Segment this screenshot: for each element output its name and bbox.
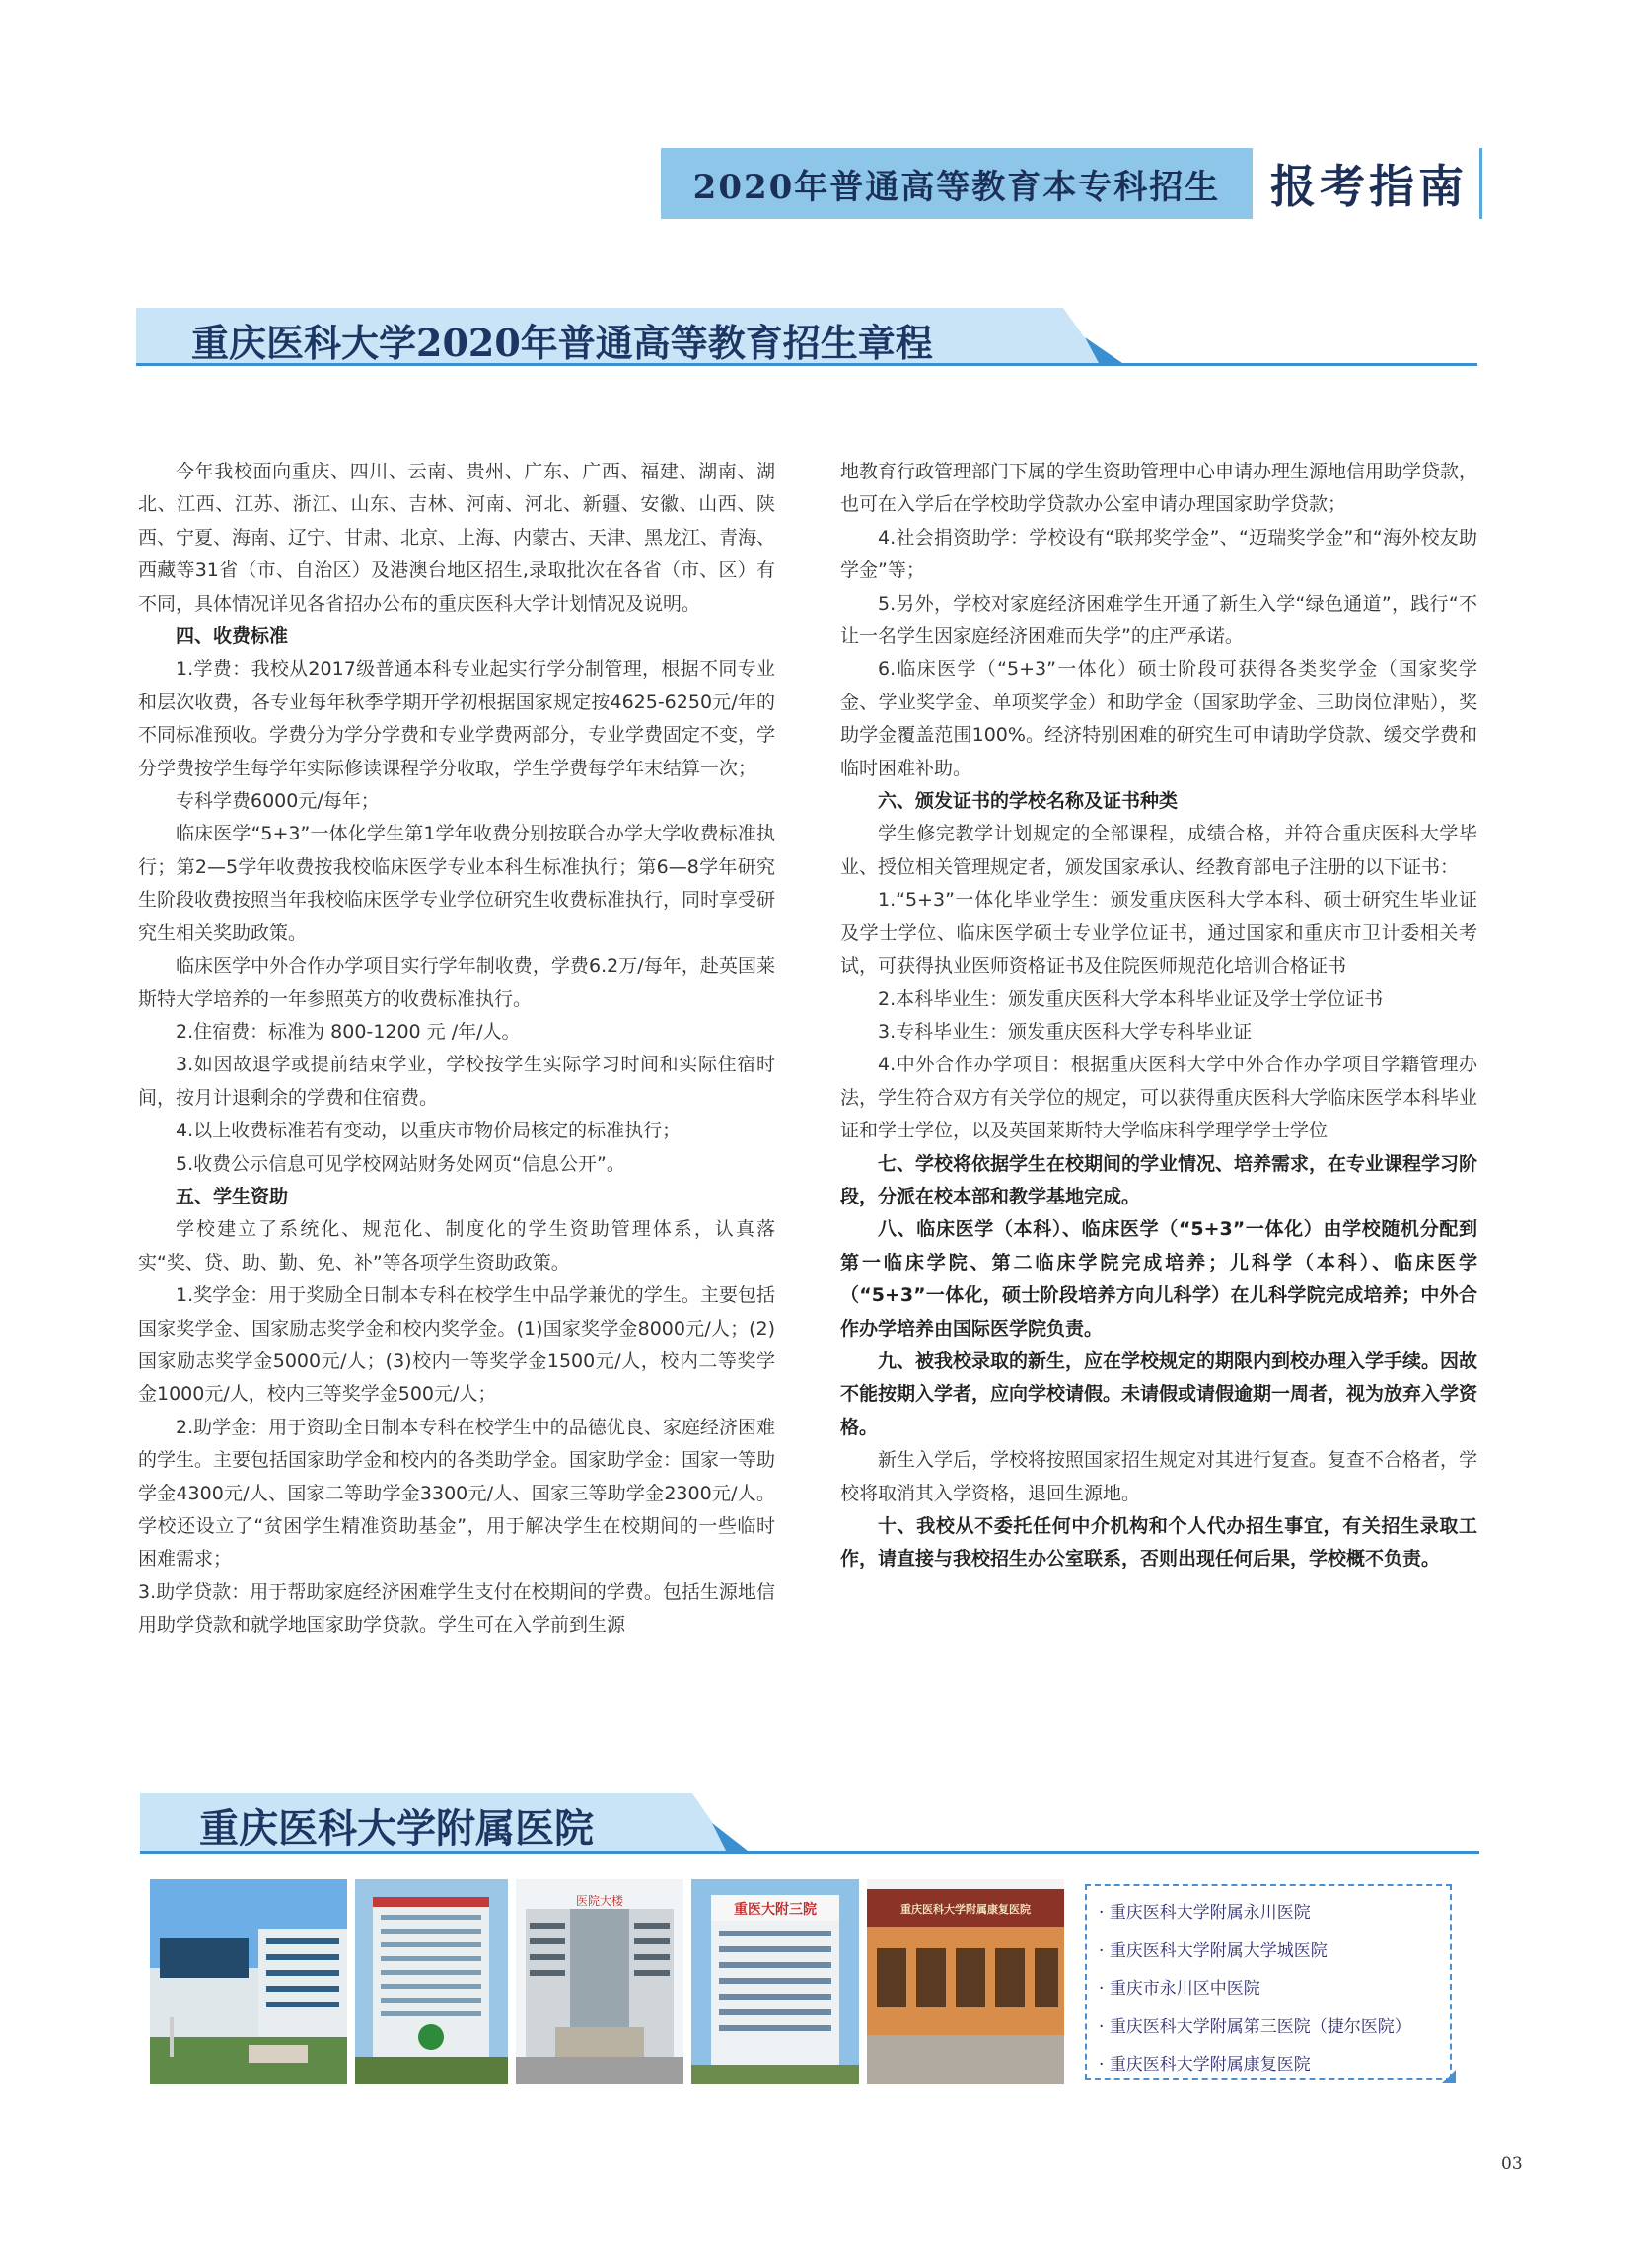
body-paragraph: 临床医学中外合作办学项目实行学年制收费，学费6.2万/每年，赴英国莱斯特大学培养的一年参照英方的收费标准执行。 xyxy=(138,955,775,1010)
body-column-right xyxy=(840,456,1477,1576)
body-paragraph: 1.学费：我校从2017级普通本科专业起实行学分制管理，根据不同专业和层次收费，各专业每年秋季学期开学初根据国家规定按4625-6250元/年的不同标准预收。学费分为学分学费和专业学费两部分，专业学费固定不变，学分学费按学生每学年实际修读课程学分收取，学生学费每学年末结算一次； xyxy=(138,658,776,779)
body-column-left xyxy=(138,456,775,1642)
header-title: 2020年普通高等教育本专科招生 xyxy=(692,167,1221,207)
hospital-photo-1 xyxy=(150,1879,347,2084)
hospital-photo-3 xyxy=(516,1879,683,2084)
hospital-list-item: · 重庆市永川区中医院 xyxy=(1099,1970,1450,2008)
body-paragraph: 今年我校面向重庆、四川、云南、贵州、广东、广西、福建、湖南、湖北、江西、江苏、浙江、山东、吉林、河南、河北、新疆、安徽、山西、陕西、宁夏、海南、辽宁、甘肃、北京、上海、内蒙古、天津、黑龙江、青海、西藏等31省（市、自治区）及港澳台地区招生,录取批次在各省（市、区）有不同，具体情况详见各省招办公布的重庆医科大学计划情况及说明。 xyxy=(138,461,776,615)
body-paragraph: 3.如因故退学或提前结束学业，学校按学生实际学习时间和实际住宿时间，按月计退剩余的学费和住宿费。 xyxy=(138,1054,775,1109)
photo-sign-text: 重医大附三院 xyxy=(734,1902,817,1918)
hospital-list xyxy=(1085,1884,1452,2080)
header-title-bar xyxy=(661,148,1253,219)
hospital-photo-4 xyxy=(691,1879,859,2084)
body-paragraph: 地教育行政管理部门下属的学生资助管理中心申请办理生源地信用助学贷款，也可在入学后在学校助学贷款办公室申请办理国家助学贷款； xyxy=(840,461,1478,516)
hospital-photo-5 xyxy=(867,1879,1064,2084)
hospital-list-corner xyxy=(1442,2070,1456,2083)
section-title-hospitals: 重庆医科大学附属医院 xyxy=(199,1804,594,1852)
bold-clause: 九、被我校录取的新生，应在学校规定的期限内到校办理入学手续。因故不能按期入学者，应向学校请假。未请假或请假逾期一周者，视为放弃入学资格。 xyxy=(840,1350,1478,1438)
section-title-charter: 重庆医科大学2020年普通高等教育招生章程 xyxy=(191,320,933,365)
page-number: 03 xyxy=(1501,2154,1523,2174)
hospital-photo-2 xyxy=(355,1879,508,2084)
bold-clause: 七、学校将依据学生在校期间的学业情况、培养需求，在专业课程学习阶段，分派在校本部和教学基地完成。 xyxy=(840,1152,1478,1207)
hospital-list-item: · 重庆医科大学附属第三医院（捷尔医院） xyxy=(1099,2008,1450,2047)
body-paragraph: 4.中外合作办学项目：根据重庆医科大学中外合作办学项目学籍管理办法，学生符合双方有关学位的规定，可以获得重庆医科大学临床医学本科毕业证和学士学位，以及英国莱斯特大学临床科学理学学士学位 xyxy=(840,1054,1478,1142)
section-heading: 四、收费标准 xyxy=(176,625,289,648)
body-paragraph: 2.本科毕业生：颁发重庆医科大学本科毕业证及学士学位证书 xyxy=(878,987,1384,1010)
body-paragraph: 1.“5+3”一体化毕业学生：颁发重庆医科大学本科、硕士研究生毕业证及学士学位、临床医学硕士专业学位证书，通过国家和重庆市卫计委相关考试，可获得执业医师资格证书及住院医师规范化培训合格证书 xyxy=(840,889,1477,978)
section-banner-hospitals xyxy=(140,1793,1479,1857)
bold-clause: 十、我校从不委托任何中介机构和个人代办招生事宜，有关招生录取工作，请直接与我校招生办公室联系，否则出现任何后果，学校概不负责。 xyxy=(840,1515,1477,1570)
hospital-list-item: · 重庆医科大学附属康复医院 xyxy=(1099,2046,1450,2084)
section-banner-charter xyxy=(136,308,1477,371)
section-heading: 六、颁发证书的学校名称及证书种类 xyxy=(878,790,1179,813)
body-paragraph: 5.收费公示信息可见学校网站财务处网页“信息公开”。 xyxy=(176,1152,625,1175)
body-paragraph: 2.助学金：用于资助全日制本专科在校学生中的品德优良、家庭经济困难的学生。主要包括国家助学金和校内的各类助学金。国家助学金：国家一等助学金4300元/人、国家二等助学金3300元/人、国家三等助学金2300元/人。学校还设立了“贫困学生精准资助基金”，用于解决学生在校期间的一些临时困难需求； xyxy=(138,1416,776,1570)
body-paragraph: 2.住宿费：标准为 800-1200 元 /年/人。 xyxy=(176,1020,521,1043)
body-paragraph: 专科学费6000元/每年； xyxy=(176,790,380,813)
body-paragraph: 3.专科毕业生：颁发重庆医科大学专科毕业证 xyxy=(878,1020,1253,1043)
body-paragraph: 3.助学贷款：用于帮助家庭经济困难学生支付在校期间的学费。包括生源地信用助学贷款和就学地国家助学贷款。学生可在入学前到生源 xyxy=(138,1580,775,1637)
body-paragraph: 1.奖学金：用于奖励全日制本专科在校学生中品学兼优的学生。主要包括国家奖学金、国家励志奖学金和校内奖学金。(1)国家奖学金8000元/人；(2)国家励志奖学金5000元/人；(3)校内一等奖学金1500元/人，校内二等奖学金1000元/人，校内三等奖学金500元/人； xyxy=(138,1284,775,1406)
section-heading: 五、学生资助 xyxy=(176,1185,289,1207)
body-paragraph: 5.另外，学校对家庭经济困难学生开通了新生入学“绿色通道”，践行“不让一名学生因家庭经济困难而失学”的庄严承诺。 xyxy=(840,592,1477,648)
hospital-list-item: · 重庆医科大学附属永川医院 xyxy=(1099,1894,1450,1933)
body-paragraph: 学校建立了系统化、规范化、制度化的学生资助管理体系，认真落实“奖、贷、助、勤、免、补”等各项学生资助政策。 xyxy=(138,1218,775,1274)
header-divider xyxy=(1479,148,1482,219)
photo-sign-text: 医院大楼 xyxy=(575,1894,624,1908)
body-paragraph: 4.社会捐资助学：学校设有“联邦奖学金”、“迈瑞奖学金”和“海外校友助学金”等； xyxy=(840,526,1477,582)
header-guide-label: 报考指南 xyxy=(1270,160,1468,213)
body-paragraph: 临床医学“5+3”一体化学生第1学年收费分别按联合办学大学收费标准执行；第2—5学年收费按我校临床医学专业本科生标准执行；第6—8学年研究生阶段收费按照当年我校临床医学专业学位研究生收费标准执行，同时享受研究生相关奖助政策。 xyxy=(138,823,776,944)
body-paragraph: 学生修完教学计划规定的全部课程，成绩合格，并符合重庆医科大学毕业、授位相关管理规定者，颁发国家承认、经教育部电子注册的以下证书： xyxy=(840,823,1477,878)
body-paragraph: 新生入学后，学校将按照国家招生规定对其进行复查。复查不合格者，学校将取消其入学资格，退回生源地。 xyxy=(840,1449,1478,1504)
body-paragraph: 6.临床医学（“5+3”一体化）硕士阶段可获得各类奖学金（国家奖学金、学业奖学金、单项奖学金）和助学金（国家助学金、三助岗位津贴），奖助学金覆盖范围100%。经济特别困难的研究生可申请助学贷款、缓交学费和临时困难补助。 xyxy=(840,658,1477,779)
photo-sign-text: 重庆医科大学附属康复医院 xyxy=(900,1903,1031,1916)
hospital-list-item: · 重庆医科大学附属大学城医院 xyxy=(1099,1933,1450,1971)
body-paragraph: 4.以上收费标准若有变动，以重庆市物价局核定的标准执行； xyxy=(176,1120,682,1142)
bold-clause: 八、临床医学（本科）、临床医学（“5+3”一体化）由学校随机分配到第一临床学院、第二临床学院完成培养；儿科学（本科）、临床医学（“5+3”一体化，硕士阶段培养方向儿科学）在儿科学院完成培养；中外合作办学培养由国际医学院负责。 xyxy=(840,1218,1477,1340)
